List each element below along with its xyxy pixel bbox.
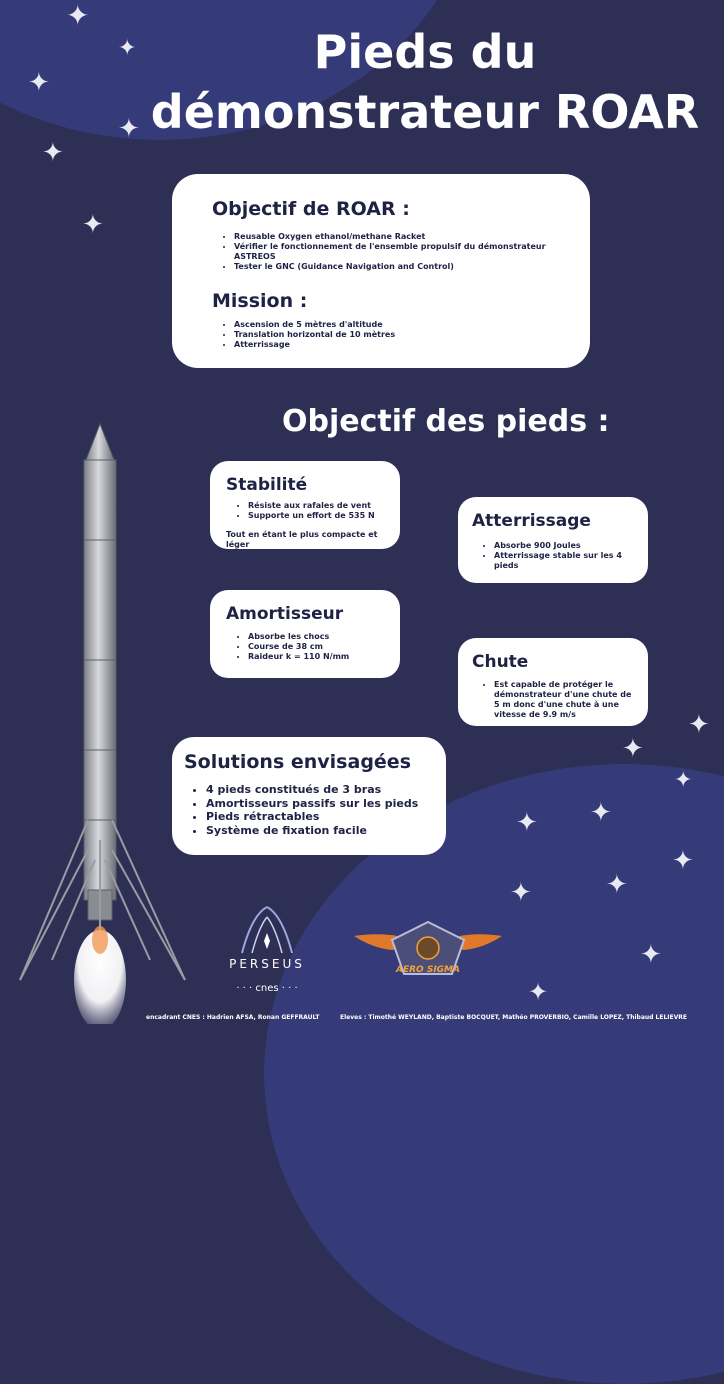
star-icon: ✦ (672, 846, 694, 876)
footer-students: Eleves : Timothé WEYLAND, Baptiste BOCQUET, Mathéo PROVERBIO, Camille LOPEZ, Thibaud LELIEVRE (340, 1014, 687, 1021)
chute-list (472, 680, 638, 720)
list-item: • Vérifier le fonctionnement de l'ensemble propulsif du démonstrateur ASTREOS (234, 242, 572, 262)
mission-heading: Mission : (212, 290, 308, 312)
perseus-emblem-icon (212, 905, 322, 955)
solutions-card (172, 737, 446, 855)
stabilite-heading: Stabilité (226, 475, 308, 495)
star-icon: ✦ (622, 734, 644, 764)
list-item: • Atterrissage stable sur les 4 pieds (494, 551, 638, 571)
star-icon: ✦ (606, 870, 628, 900)
cnes-wordmark: · · · cnes · · · (236, 983, 298, 994)
atterrissage-heading: Atterrissage (472, 511, 591, 531)
chute-card (458, 638, 648, 726)
amortisseur-list (226, 632, 390, 662)
aero-sigma-wordmark: AERO SIGMA (396, 965, 460, 975)
stabilite-card (210, 461, 400, 549)
roar-objective-heading: Objectif de ROAR : (212, 198, 410, 220)
list-item: • Amortisseurs passifs sur les pieds (206, 797, 436, 811)
star-icon: ✦ (590, 798, 612, 828)
list-item: • Atterrissage (234, 340, 572, 350)
chute-heading: Chute (472, 652, 529, 672)
rocket-illustration (0, 420, 200, 1024)
list-item: • Reusable Oxygen ethanol/methane Racket (234, 232, 572, 242)
star-icon: ✦ (640, 940, 662, 970)
star-icon: ✦ (118, 36, 137, 61)
star-icon: ✦ (28, 68, 50, 98)
star-icon: ✦ (674, 768, 693, 793)
list-item: • Est capable de protéger le démonstrateur d'une chute de 5 m donc d'une chute à une vitesse de 9.9 m/s (494, 680, 638, 720)
amortisseur-card (210, 590, 400, 678)
footer-supervisors: encadrant CNES : Hadrien AFSA, Ronan GEFFRAULT (146, 1014, 320, 1021)
mission-list (212, 320, 572, 350)
list-item: • Système de fixation facile (206, 824, 436, 838)
list-item: • Tester le GNC (Guidance Navigation and Control) (234, 262, 572, 272)
list-item: • Translation horizontal de 10 mètres (234, 330, 572, 340)
list-item: • Pieds rétractables (206, 810, 436, 824)
star-icon: ✦ (66, 0, 90, 32)
list-item: • Ascension de 5 mètres d'altitude (234, 320, 572, 330)
perseus-wordmark: PERSEUS (229, 957, 305, 971)
star-icon: ✦ (688, 710, 710, 740)
background-swoosh-bottom (264, 764, 724, 1384)
star-icon: ✦ (118, 114, 140, 144)
star-icon: ✦ (528, 978, 549, 1006)
stabilite-list (226, 501, 390, 521)
list-item: • Résiste aux rafales de vent (248, 501, 390, 511)
star-icon: ✦ (42, 138, 64, 168)
perseus-logo (212, 905, 322, 1005)
solutions-list (184, 783, 436, 837)
solutions-heading: Solutions envisagées (184, 751, 411, 773)
list-item: • Absorbe 900 Joules (494, 541, 638, 551)
list-item: • 4 pieds constitués de 3 bras (206, 783, 436, 797)
stabilite-note: Tout en étant le plus compacte et léger (226, 530, 378, 549)
roar-objective-card (172, 174, 590, 368)
roar-objective-list (212, 232, 572, 272)
feet-objective-heading: Objectif des pieds : (282, 404, 610, 439)
list-item: • Supporte un effort de 535 N (248, 511, 390, 521)
star-icon: ✦ (516, 808, 538, 838)
star-icon: ✦ (82, 210, 104, 240)
list-item: • Course de 38 cm (248, 642, 390, 652)
page-title: Pieds du démonstrateur ROAR (150, 25, 700, 139)
list-item: • Absorbe les chocs (248, 632, 390, 642)
atterrissage-list (472, 541, 638, 571)
atterrissage-card (458, 497, 648, 583)
list-item: • Raideur k = 110 N/mm (248, 652, 390, 662)
amortisseur-heading: Amortisseur (226, 604, 344, 624)
aero-sigma-logo (352, 918, 504, 980)
star-icon: ✦ (510, 878, 532, 908)
